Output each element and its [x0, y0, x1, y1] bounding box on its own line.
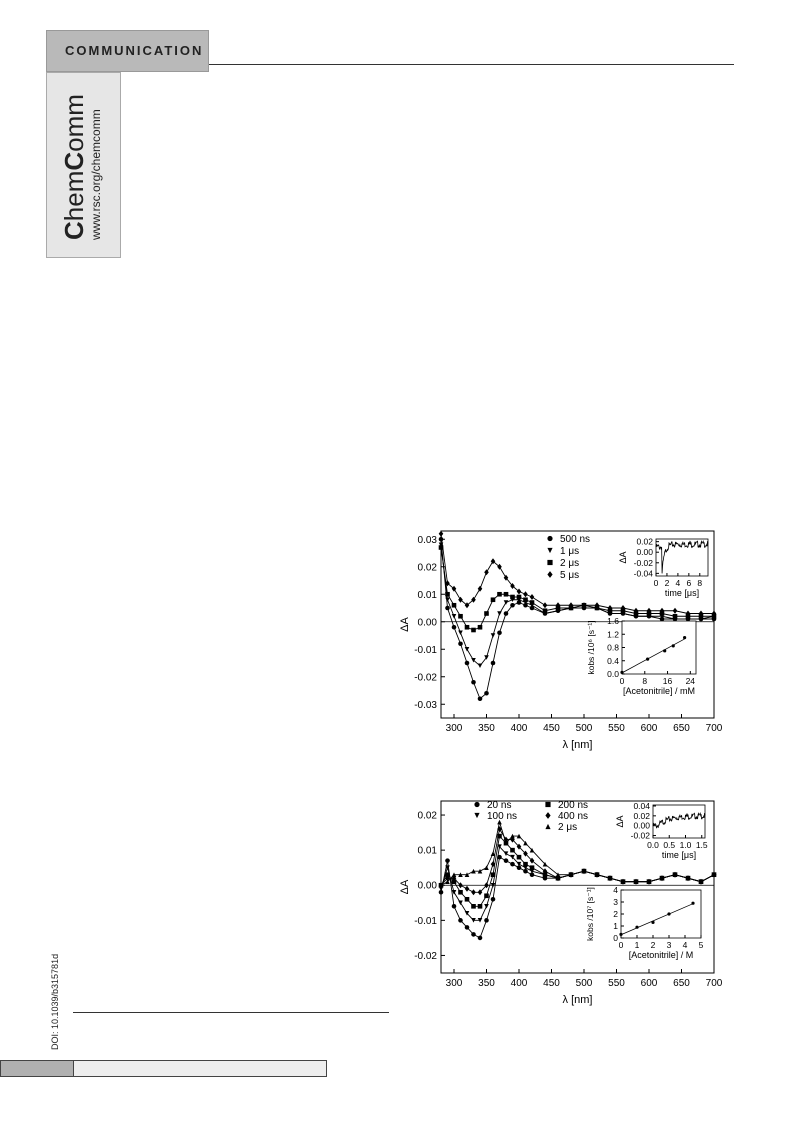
data-point	[673, 608, 678, 614]
data-point	[491, 661, 496, 666]
data-point	[478, 696, 483, 701]
data-point	[523, 597, 528, 602]
x-tick-label: 600	[640, 978, 658, 989]
legend-marker	[545, 812, 550, 819]
y-tick-label: -0.03	[414, 699, 437, 711]
data-point	[484, 611, 489, 616]
data-point	[465, 925, 470, 930]
data-point	[491, 897, 496, 902]
inset-x-tick-label: 8	[642, 676, 648, 686]
inset-x-tick-label: 8	[697, 578, 703, 588]
footnote-rule	[73, 1012, 389, 1013]
data-point	[543, 602, 548, 608]
y-tick-label: 0.01	[417, 589, 437, 601]
legend-marker	[547, 560, 552, 565]
data-point	[465, 661, 470, 666]
data-point	[517, 862, 522, 867]
data-point	[491, 633, 496, 638]
inset-y-tick-label: 0.4	[607, 655, 619, 666]
inset-x-tick-label: 2	[650, 940, 656, 950]
inset-x-axis-label: [Acetonitrile] / mM	[622, 686, 696, 696]
inset-x-tick-label: 0	[653, 578, 659, 588]
y-axis-label: ΔA	[399, 617, 411, 632]
data-point	[439, 537, 444, 542]
x-tick-label: 700	[705, 723, 723, 734]
inset-y-tick-label: -0.02	[633, 557, 653, 568]
data-point	[471, 889, 476, 895]
inset-frame	[621, 890, 701, 938]
data-point	[478, 625, 483, 630]
x-tick-label: 700	[705, 978, 723, 989]
chart-1	[399, 525, 725, 751]
inset-x-axis-label: time [μs]	[664, 588, 700, 598]
inset-frame	[622, 621, 696, 674]
inset-x-tick-label: 2	[664, 578, 670, 588]
inset-y-tick-label: 2	[613, 909, 618, 919]
data-point	[465, 625, 470, 630]
data-point	[458, 918, 463, 923]
data-point	[439, 531, 444, 537]
section-label: COMMUNICATION	[65, 43, 204, 58]
data-point	[445, 592, 450, 597]
data-point	[458, 900, 463, 905]
data-point	[452, 625, 457, 630]
x-tick-label: 300	[445, 723, 463, 734]
y-axis-label: ΔA	[399, 879, 411, 895]
data-point	[445, 606, 450, 611]
data-point	[504, 600, 509, 605]
inset-x-tick-label: 4	[675, 578, 681, 588]
inset-x-tick-label: 1.0	[679, 840, 692, 850]
inset-y-axis-label: kobs /10⁷ [s⁻¹]	[585, 887, 595, 941]
inset-y-tick-label: 0.00	[636, 547, 653, 558]
inset-x-tick-label: 0	[619, 676, 625, 686]
inset-x-tick-label: 1	[634, 940, 640, 950]
data-point	[478, 663, 483, 668]
header-rule	[209, 64, 734, 65]
inset-y-tick-label: 0.02	[633, 810, 650, 821]
data-point	[523, 862, 528, 867]
x-tick-label: 650	[673, 723, 690, 734]
data-point	[484, 893, 489, 898]
x-tick-label: 600	[640, 723, 658, 734]
data-point	[673, 614, 678, 619]
x-axis-label: λ [nm]	[562, 994, 593, 1006]
data-point	[452, 603, 457, 608]
legend-marker	[547, 536, 552, 541]
y-tick-label: -0.01	[414, 915, 437, 927]
inset-x-axis-label: time [μs]	[661, 850, 697, 860]
data-point	[452, 614, 457, 619]
inset-y-tick-label: 1.2	[607, 629, 619, 640]
data-point	[510, 603, 515, 608]
legend-label: 100 ns	[487, 811, 518, 822]
data-point	[471, 628, 476, 633]
inset-y-tick-label: -0.02	[630, 830, 650, 841]
data-point	[471, 932, 476, 937]
y-tick-label: 0.01	[417, 845, 437, 857]
data-point	[517, 589, 522, 595]
inset-y-tick-label: 0.8	[607, 642, 619, 653]
data-point	[484, 904, 489, 909]
footer-bar	[0, 1060, 327, 1077]
y-tick-label: 0.02	[417, 562, 437, 574]
data-point	[478, 904, 483, 909]
footer-bar-dark	[1, 1061, 74, 1076]
inset-y-tick-label: 0.02	[636, 536, 653, 547]
x-tick-label: 450	[543, 723, 560, 734]
data-point	[497, 630, 502, 635]
data-point	[458, 641, 463, 646]
inset-y-tick-label: 4	[613, 885, 618, 895]
doi-label: DOI: 10.1039/b315781d	[50, 953, 60, 1050]
legend-label: 1 μs	[560, 546, 580, 557]
x-tick-label: 350	[478, 978, 495, 989]
inset-y-axis-label: kobs /10⁶ [s⁻¹]	[586, 620, 596, 675]
data-point	[471, 904, 476, 909]
data-point	[510, 595, 515, 600]
inset-x-tick-label: 3	[666, 940, 672, 950]
data-point	[465, 647, 470, 652]
inset-x-axis-label: [Acetonitrile] / M	[628, 950, 694, 960]
data-point	[497, 592, 502, 597]
data-point	[484, 865, 489, 870]
legend-marker	[547, 548, 552, 553]
x-tick-label: 400	[510, 723, 528, 734]
data-point	[484, 918, 489, 923]
legend-marker	[547, 571, 552, 578]
journal-url: www.rsc.org/chemcomm	[89, 109, 103, 240]
x-tick-label: 550	[608, 978, 625, 989]
legend-label: 5 μs	[560, 570, 580, 581]
y-tick-label: 0.00	[417, 880, 437, 892]
x-axis-label: λ [nm]	[562, 739, 593, 751]
inset-x-tick-label: 0	[618, 940, 624, 950]
inset-x-tick-label: 4	[682, 940, 688, 950]
inset-y-tick-label: 1	[613, 921, 618, 931]
data-point	[504, 611, 509, 616]
data-point	[491, 872, 496, 877]
data-point	[458, 630, 463, 635]
data-point	[504, 851, 509, 856]
data-point	[471, 680, 476, 685]
data-point	[452, 904, 457, 909]
y-tick-label: 0.00	[417, 617, 437, 629]
data-point	[504, 858, 509, 863]
data-point	[491, 597, 496, 602]
inset-y-tick-label: 0.0	[607, 669, 619, 679]
data-point	[510, 848, 515, 853]
data-point	[504, 592, 509, 597]
y-tick-label: 0.02	[417, 810, 437, 822]
x-tick-label: 500	[575, 978, 593, 989]
data-point	[530, 600, 535, 605]
data-point	[458, 890, 463, 895]
data-point	[484, 691, 489, 696]
inset-y-tick-label: 0.00	[633, 820, 650, 831]
series-line	[441, 829, 714, 892]
journal-brand-block	[60, 94, 104, 240]
inset-data-point	[683, 636, 686, 639]
data-point	[445, 858, 450, 863]
inset-y-tick-label: 0	[613, 933, 618, 943]
data-point	[517, 855, 522, 860]
data-point	[543, 608, 548, 613]
inset-x-tick-label: 16	[662, 676, 673, 686]
x-tick-label: 350	[478, 723, 495, 734]
data-point	[530, 594, 535, 600]
x-tick-label: 450	[543, 978, 560, 989]
data-point	[530, 865, 535, 870]
inset-y-axis-label: ΔA	[618, 551, 628, 564]
section-tab	[46, 30, 209, 72]
chart-2	[399, 795, 725, 1015]
inset-y-tick-label: 1.6	[607, 616, 619, 626]
legend-label: 2 μs	[560, 558, 580, 569]
legend-marker	[545, 824, 550, 829]
data-point	[517, 595, 522, 600]
x-tick-label: 500	[575, 723, 593, 734]
x-tick-label: 400	[510, 978, 528, 989]
inset-x-tick-label: 0.5	[663, 840, 676, 850]
data-point	[510, 862, 515, 867]
inset-x-tick-label: 5	[698, 940, 704, 950]
legend-label: 400 ns	[558, 811, 589, 822]
data-point	[465, 602, 470, 608]
legend-label: 20 ns	[487, 800, 512, 811]
legend-marker	[545, 802, 550, 807]
x-tick-label: 650	[673, 978, 690, 989]
legend-label: 500 ns	[560, 534, 591, 545]
legend-marker	[474, 802, 479, 807]
data-point	[458, 614, 463, 619]
legend-marker	[474, 813, 479, 818]
legend-label: 200 ns	[558, 800, 589, 811]
data-point	[465, 897, 470, 902]
x-tick-label: 550	[608, 723, 625, 734]
y-tick-label: -0.01	[414, 644, 437, 656]
inset-x-tick-label: 0.0	[647, 840, 659, 850]
inset-y-axis-label: ΔA	[615, 815, 625, 828]
y-tick-label: -0.02	[414, 672, 437, 684]
inset-y-tick-label: 0.04	[633, 800, 650, 811]
data-point	[478, 936, 483, 941]
inset-y-tick-label: -0.04	[633, 568, 653, 579]
data-point	[465, 886, 470, 892]
inset-y-tick-label: 3	[613, 897, 618, 907]
data-point	[523, 591, 528, 597]
journal-brand: ChemComm	[59, 94, 89, 240]
data-point	[445, 597, 450, 602]
legend-label: 2 μs	[558, 822, 578, 833]
inset-x-tick-label: 1.5	[695, 840, 708, 850]
inset-x-tick-label: 24	[685, 676, 696, 686]
inset-x-tick-label: 6	[686, 578, 692, 588]
y-tick-label: -0.02	[414, 950, 437, 962]
x-tick-label: 300	[445, 978, 463, 989]
data-point	[497, 611, 502, 616]
y-tick-label: 0.03	[417, 534, 437, 546]
